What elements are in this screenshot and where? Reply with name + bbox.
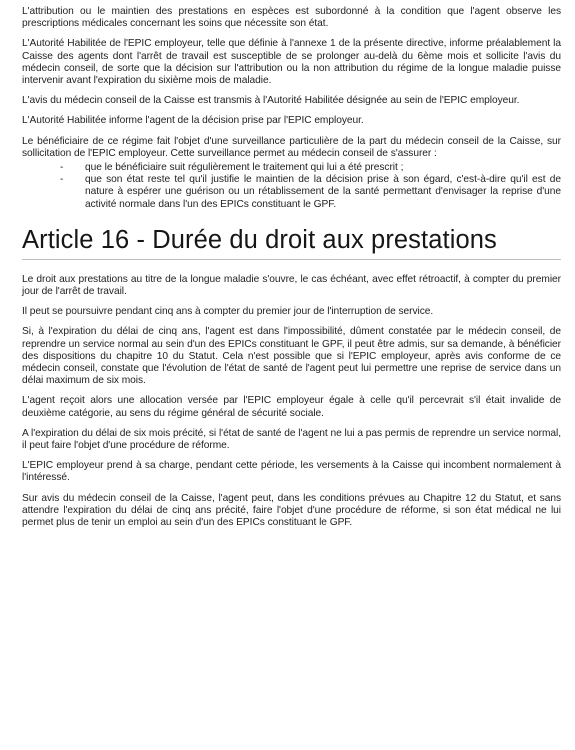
title-divider (22, 259, 561, 260)
list-item-text: que le bénéficiaire suit régulièrement le traitement qui lui a été prescrit ; (85, 162, 404, 174)
paragraph-autorite-informe-agent: L'Autorité Habilitée informe l'agent de la décision prise par l'EPIC employeur. (22, 115, 364, 127)
paragraph-versements-caisse: L'EPIC employeur prend à sa charge, pendant cette période, les versements à la Caisse qui incombent normalement à l'intéressé. (22, 460, 561, 484)
article-title: Article 16 - Durée du droit aux prestations (22, 225, 497, 254)
paragraph-ouverture-droit: Le droit aux prestations au titre de la longue maladie s'ouvre, le cas échéant, avec effet rétroactif, à compter du premier jour de l'arrêt de travail. (22, 273, 561, 298)
paragraph-allocation: L'agent reçoit alors une allocation versée par l'EPIC employeur égale à celle qu'il percevrait s'il était invalide de deuxième catégorie, au sens du régime général de sécurité sociale. (22, 395, 561, 419)
paragraph-avis-reforme-anticipee: Sur avis du médecin conseil de la Caisse, l'agent peut, dans les conditions prévues au Chapitre 12 du Statut, et sans attendre l'expiration du délai de cinq ans précité, faire l'objet d'une procédure de réforme, si son état médical ne lui permet plus de tenir un emploi au sein d'un des EPICs constituant le GPF. (22, 492, 561, 529)
list-item (22, 174, 561, 211)
surveillance-list (22, 162, 561, 211)
list-dash: - (60, 162, 64, 174)
paragraph-avis-medecin-conseil: L'avis du médecin conseil de la Caisse est transmis à l'Autorité Habilitée désignée au sein de l'EPIC employeur. (22, 95, 520, 107)
paragraph-duree-cinq-ans: Il peut se poursuivre pendant cinq ans à compter du premier jour de l'interruption de service. (22, 306, 434, 318)
paragraph-autorite-habilitee-informe-caisse: L'Autorité Habilitée de l'EPIC employeur, telle que définie à l'annexe 1 de la présente directive, informe préalablement la Caisse des agents dont l'arrêt de travail est susceptible de se prolonger au-delà du 6ème mois et sollicite l'avis du médecin conseil, de sorte que la décision sur l'attribution ou la non attribution du régime de la longue maladie puisse intervenir avant l'expiration du sixième mois de maladie. (22, 38, 561, 87)
paragraph-surveillance-beneficiaire: Le bénéficiaire de ce régime fait l'objet d'une surveillance particulière de la part du médecin conseil de la Caisse, sur sollicitation de l'EPIC employeur. Cette surveillance permet au médecin conseil de s'assurer : (22, 135, 561, 159)
list-item (22, 162, 561, 174)
paragraph-procedure-reforme: A l'expiration du délai de six mois précité, si l'état de santé de l'agent ne lui a pas permis de reprendre un service normal, il peut faire l'objet d'une procédure de réforme. (22, 427, 561, 452)
paragraph-prestations-condition: L'attribution ou le maintien des prestations en espèces est subordonné à la condition que l'agent observe les prescriptions médicales concernant les soins que nécessite son état. (22, 6, 561, 30)
list-dash: - (60, 174, 64, 186)
paragraph-expiration-delai: Si, à l'expiration du délai de cinq ans, l'agent est dans l'impossibilité, dûment constatée par le médecin conseil, de reprendre un service normal au sein d'un des EPICs constituant le GPF, il peut être admis, sur sa demande, à bénéficier des dispositions du chapitre 10 du Statut. Cela n'est possible que si l'EPIC employeur, après avis conforme de ce médecin conseil, constate que l'évolution de l'état de santé de l'agent peut lui permettre une reprise de service dans un délai maximum de six mois. (22, 326, 561, 387)
list-item-text: que son état reste tel qu'il justifie le maintien de la décision prise à son égard, c'est-à-dire qu'il est de nature à espérer une guérison ou un rétablissement de la santé permettant d'envisager la reprise d'une activité normale dans l'un des EPICs constituant le GPF. (85, 174, 561, 210)
